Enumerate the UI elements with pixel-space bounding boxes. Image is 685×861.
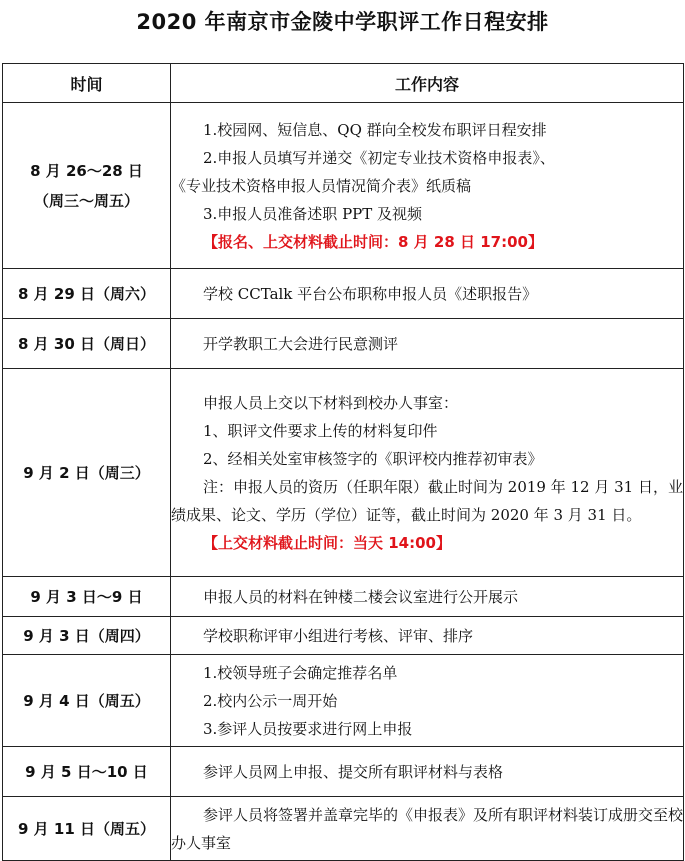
schedule-table [2, 63, 684, 861]
list-item: 学校 CCTalk 平台公布职称申报人员《述职报告》 [203, 284, 538, 303]
list-item: 1.校园网、短信息、QQ 群向全校发布职评日程安排 [203, 120, 547, 139]
deadline-notice: 【上交材料截止时间：当天 14:00】 [203, 533, 451, 552]
time-cell: 9 月 4 日（周五） [3, 655, 171, 747]
list-item: 2、经相关处室审核签字的《职评校内推荐初审表》 [203, 449, 543, 468]
content-cell [171, 103, 684, 269]
time-cell: 9 月 3 日（周四） [3, 617, 171, 655]
note-text: 参评人员将签署并盖章完毕的《申报表》及所有职评材料装订成册交至校办人事室 [171, 805, 684, 852]
time-cell: 9 月 11 日（周五） [3, 797, 171, 861]
content-cell [171, 577, 684, 617]
table-row [3, 797, 684, 861]
list-item: 学校职称评审小组进行考核、评审、排序 [203, 626, 474, 645]
list-item: 申报人员的材料在钟楼二楼会议室进行公开展示 [203, 587, 519, 606]
time-cell: 8 月 29 日（周六） [3, 269, 171, 319]
header-content: 工作内容 [171, 64, 684, 103]
content-cell [171, 747, 684, 797]
note-text: 注：申报人员的资历（任职年限）截止时间为 2019 年 12 月 31 日，业绩成果、论文、学历（学位）证等，截止时间为 2020 年 3 月 31 日。 [171, 477, 683, 524]
time-cell: 8 月 30 日（周日） [3, 319, 171, 369]
list-item: 1、职评文件要求上传的材料复印件 [203, 421, 438, 440]
content-cell [171, 617, 684, 655]
content-cell [171, 269, 684, 319]
list-item: 3.参评人员按要求进行网上申报 [203, 719, 413, 738]
table-row [3, 617, 684, 655]
table-row [3, 747, 684, 797]
time-cell: 9 月 2 日（周三） [3, 369, 171, 577]
time-cell: 9 月 3 日～9 日 [3, 577, 171, 617]
header-time: 时间 [3, 64, 171, 103]
content-cell [171, 369, 684, 577]
content-cell [171, 319, 684, 369]
list-item: 申报人员上交以下材料到校办人事室： [203, 393, 459, 412]
table-row [3, 103, 684, 269]
table-row [3, 577, 684, 617]
table-row [3, 319, 684, 369]
list-item: 1.校领导班子会确定推荐名单 [203, 663, 398, 682]
list-item: 《专业技术资格申报人员情况简介表》纸质稿 [171, 176, 472, 195]
table-row [3, 269, 684, 319]
table-row [3, 655, 684, 747]
list-item: 2.校内公示一周开始 [203, 691, 338, 710]
deadline-notice: 【报名、上交材料截止时间：8 月 28 日 17:00】 [203, 232, 543, 251]
list-item: 开学教职工大会进行民意测评 [203, 334, 399, 353]
content-cell [171, 655, 684, 747]
page-title: 2020 年南京市金陵中学职评工作日程安排 [136, 10, 549, 34]
list-item: 2.申报人员填写并递交《初定专业技术资格申报表》、 [203, 148, 555, 167]
list-item: 3.申报人员准备述职 PPT 及视频 [203, 204, 423, 223]
table-header-row [3, 64, 684, 103]
table-row [3, 369, 684, 577]
time-cell: 8 月 26～28 日 （周三～周五） [3, 103, 171, 269]
content-cell [171, 797, 684, 861]
time-cell: 9 月 5 日～10 日 [3, 747, 171, 797]
list-item: 参评人员网上申报、提交所有职评材料与表格 [203, 762, 504, 781]
